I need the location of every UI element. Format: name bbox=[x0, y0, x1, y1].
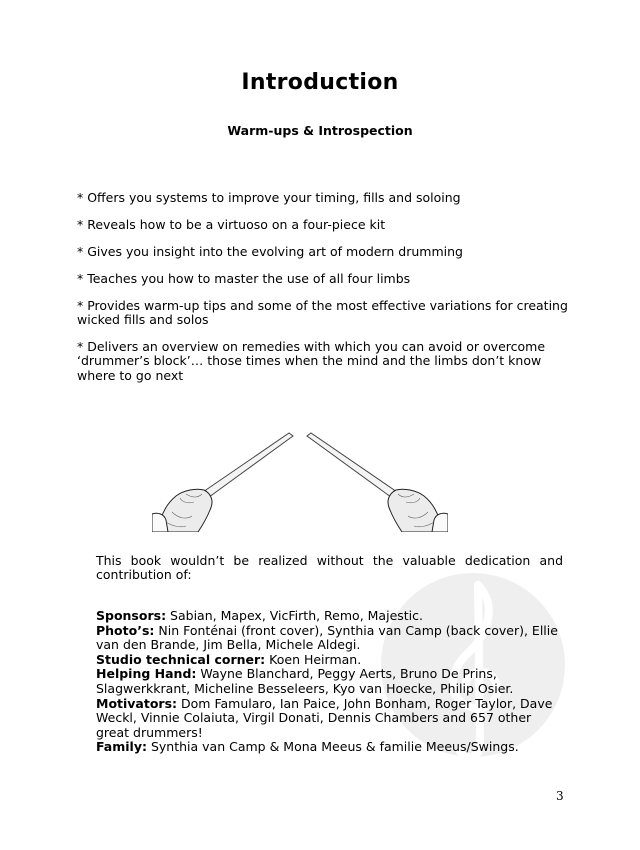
credit-line bbox=[96, 653, 566, 668]
credit-label: Studio technical corner: bbox=[96, 651, 266, 667]
credit-label: Helping Hand: bbox=[96, 666, 197, 682]
credits-section bbox=[96, 609, 566, 755]
credit-text: Sabian, Mapex, VicFirth, Remo, Majestic. bbox=[166, 608, 423, 623]
credit-line bbox=[96, 609, 566, 624]
acknowledgement-text: This book wouldn’t be realized without the valuable dedication and contribution of: bbox=[96, 553, 563, 583]
list-item: * Teaches you how to master the use of all four limbs bbox=[77, 271, 411, 286]
credit-line bbox=[96, 740, 566, 755]
list-item: * Gives you insight into the evolving art of modern drumming bbox=[77, 244, 463, 259]
list-item: * Reveals how to be a virtuoso on a four-piece kit bbox=[77, 217, 386, 232]
credit-label: Sponsors: bbox=[96, 608, 167, 623]
credit-label: Motivators: bbox=[96, 695, 178, 711]
page-subtitle: Warm-ups & Introspection bbox=[227, 123, 413, 138]
page-number: 3 bbox=[556, 789, 564, 803]
list-item: * Provides warm-up tips and some of the most effective variations for creating wicked fills and solos bbox=[77, 298, 568, 328]
credit-text: Nin Fonténai (front cover), Synthia van Camp (back cover), Ellie van den Brande, Jim Bella, Michele Aldegi. bbox=[96, 622, 558, 653]
list-item: * Offers you systems to improve your timing, fills and soloing bbox=[77, 190, 461, 205]
credit-label: Photo’s: bbox=[96, 622, 155, 638]
credit-line bbox=[96, 697, 566, 741]
drumstick-hands-illustration bbox=[152, 428, 448, 532]
credit-text: Wayne Blanchard, Peggy Aerts, Bruno De Prins, Slagwerkkrant, Micheline Besseleers, Kyo van Hoecke, Philip Osier. bbox=[96, 666, 514, 696]
list-item: * Delivers an overview on remedies with which you can avoid or overcome ‘drummer’s block’… those times when the mind and the limbs don’t know where to go next bbox=[77, 339, 546, 383]
feature-list bbox=[77, 191, 577, 396]
credit-text: Koen Heirman. bbox=[265, 651, 362, 667]
credit-text: Synthia van Camp & Mona Meeus & familie Meeus/Swings. bbox=[146, 739, 519, 755]
credit-line bbox=[96, 624, 566, 653]
page-title: Introduction bbox=[241, 70, 399, 95]
credit-label: Family: bbox=[96, 739, 147, 755]
credit-text: Dom Famularo, Ian Paice, John Bonham, Roger Taylor, Dave Weckl, Vinnie Colaiuta, Virgil Donati, Dennis Chambers and 657 other great drummers! bbox=[96, 695, 553, 740]
credit-line bbox=[96, 667, 566, 696]
